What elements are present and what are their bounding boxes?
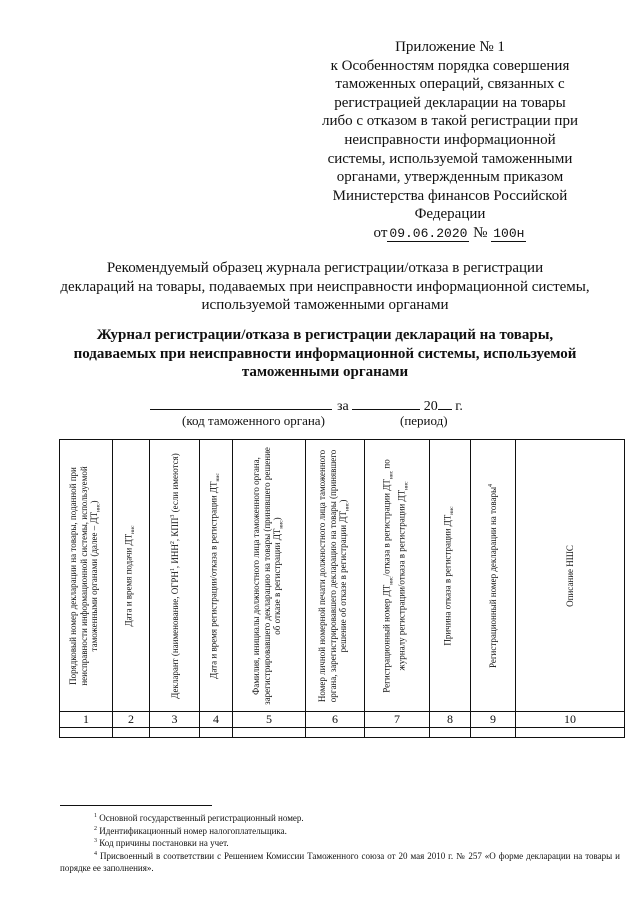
appendix-line: системы, используемой таможенными	[327, 150, 573, 167]
subscript: нис	[449, 505, 456, 515]
header-cell	[430, 440, 471, 712]
footnote-ref: 4	[487, 483, 494, 487]
empty-cell	[306, 728, 365, 738]
column-number: 10	[516, 712, 625, 728]
subtitle-line: используемой таможенными органами	[201, 297, 449, 313]
empty-cell	[516, 728, 625, 738]
subscript: нис	[388, 575, 395, 585]
order-date-number	[300, 224, 600, 244]
appendix-block	[300, 38, 600, 244]
header-text: Номер личной номерной печати должностного лица таможенного органа, зарегистрировавшего декларацию на товары (принявшего решение об отказе в регистрации ДТ	[316, 449, 348, 702]
za-label: за	[337, 399, 349, 414]
header-text-end: (если имеются)	[169, 452, 180, 515]
empty-cell	[233, 728, 306, 738]
footnote	[60, 812, 620, 825]
empty-table-row	[60, 728, 625, 738]
footnote-divider	[60, 805, 212, 806]
column-number: 2	[113, 712, 150, 728]
header-cell	[471, 440, 516, 712]
appendix-line: Министерства финансов Российской	[332, 187, 568, 204]
header-cell	[365, 440, 430, 712]
appendix-line: Федерации	[414, 206, 486, 223]
empty-cell	[113, 728, 150, 738]
column-number: 6	[306, 712, 365, 728]
order-number: 100н	[493, 225, 525, 241]
footnote-text: Основной государственный регистрационный номер.	[97, 813, 304, 823]
empty-cell	[430, 728, 471, 738]
order-from-label: от	[373, 224, 388, 241]
footnotes	[60, 812, 620, 875]
subscript: нис	[215, 472, 222, 482]
subscript: нис	[344, 502, 351, 511]
header-text-mid: по журналу регистрации/отказа в регистрации ДТ	[381, 458, 407, 670]
footnote-text: Код причины постановки на учет.	[97, 838, 229, 849]
footnote-ref: 3	[169, 514, 176, 518]
header-text: Порядковый номер декларации на товары, поданной при неисправности информационной системы, используемой таможенными органами (далее – ДТ	[67, 465, 99, 686]
header-cell	[200, 440, 233, 712]
footnote-mark: 2	[94, 825, 97, 832]
header-cell	[306, 440, 365, 712]
appendix-line: таможенных операций, связанных с	[335, 76, 565, 93]
period-blank	[352, 396, 420, 410]
subtitle-line: Рекомендуемый образец журнала регистрации/отказа в регистрации	[106, 260, 544, 276]
order-date: 09.06.2020	[389, 225, 468, 241]
header-text-end: )	[271, 516, 282, 520]
footnote-text: Присвоенный в соответствии с Решением Комиссии Таможенного союза от 20 мая 2010 г. № 257 «О форме декларации на товары и порядке ее заполнения».	[60, 850, 620, 874]
empty-cell	[365, 728, 430, 738]
header-cell	[233, 440, 306, 712]
column-number: 5	[233, 712, 306, 728]
title-line: подаваемых при неисправности информационной системы, используемой	[73, 345, 577, 362]
footnote	[60, 850, 620, 875]
sample-subtitle	[40, 259, 610, 315]
footnote-mark: 4	[94, 850, 97, 857]
footnote-mark: 1	[94, 813, 97, 819]
year-suffix: г.	[455, 399, 463, 414]
empty-cell	[150, 728, 200, 738]
year-prefix: 20	[423, 399, 438, 414]
empty-cell	[60, 728, 113, 738]
empty-cell	[200, 728, 233, 738]
footnote-ref: 1	[169, 567, 176, 571]
column-number: 4	[200, 712, 233, 728]
customs-code-blank	[150, 396, 332, 410]
header-text-kpp: , КПП	[169, 517, 180, 541]
column-number: 9	[471, 712, 516, 728]
footnote-mark: 3	[94, 838, 97, 845]
footnote-text: Идентификационный номер налогоплательщика.	[97, 825, 287, 836]
column-number: 8	[430, 712, 471, 728]
header-text: Дата и время регистрации/отказа в регистрации ДТ	[208, 481, 219, 679]
column-number: 7	[365, 712, 430, 728]
footnote	[60, 837, 620, 850]
subscript: нис	[130, 525, 137, 534]
appendix-line: либо с отказом в такой регистрации при	[322, 113, 578, 130]
subtitle-line: деклараций на товары, подаваемых при неисправности информационной системы,	[60, 278, 590, 295]
empty-cell	[471, 728, 516, 738]
table-header-row	[60, 440, 625, 712]
footnote-ref: 2	[169, 540, 176, 544]
journal-title	[40, 326, 610, 382]
footnote	[60, 825, 620, 838]
appendix-line: регистрацией декларации на товары	[334, 94, 566, 111]
subscript: нис	[388, 470, 395, 479]
header-text: Фамилия, инициалы должностного лица таможенного органа, зарегистрировавшего декларацию на товары (принявшего решение об отказе в регистрации ДТ	[250, 446, 282, 705]
subscript: нис	[278, 519, 285, 529]
header-text: Дата и время подачи ДТ	[123, 533, 134, 626]
period-field	[337, 396, 463, 414]
subscript: нис	[403, 481, 410, 490]
header-text-end: )	[337, 499, 348, 503]
order-number-sign: №	[473, 224, 488, 241]
column-number: 3	[150, 712, 200, 728]
appendix-line: неисправности информационной	[344, 131, 556, 148]
header-text: Регистрационный номер ДТ	[381, 584, 392, 693]
title-line: таможенными органами	[241, 364, 409, 380]
header-cell	[60, 440, 113, 712]
header-cell	[113, 440, 150, 712]
header-cell	[516, 440, 625, 712]
header-text-inn: , ИНН	[169, 543, 180, 568]
customs-code-caption: (код таможенного органа)	[182, 413, 325, 428]
appendix-line: к Особенностям порядка совершения	[330, 57, 570, 74]
journal-table	[59, 439, 625, 738]
subscript: нис	[95, 503, 102, 512]
column-number-row	[60, 712, 625, 728]
header-text-end: )	[88, 500, 99, 504]
header-text: Регистрационный номер декларации на товары	[487, 486, 498, 668]
header-text-mid: /отказа в регистрации ДТ	[381, 478, 392, 576]
title-line: Журнал регистрации/отказа в регистрации деклараций на товары,	[96, 327, 554, 343]
customs-code-field	[150, 396, 332, 414]
header-text: Декларант (наименование, ОГРН	[169, 570, 180, 699]
header-text: Описание НШС	[564, 544, 575, 607]
year-blank	[438, 396, 452, 410]
period-caption: (период)	[400, 413, 448, 428]
header-text: Причина отказа в регистрации ДТ	[442, 514, 453, 646]
appendix-line: органами, утвержденным приказом	[336, 169, 564, 186]
column-number: 1	[60, 712, 113, 728]
header-cell	[150, 440, 200, 712]
appendix-line: Приложение № 1	[395, 39, 505, 55]
